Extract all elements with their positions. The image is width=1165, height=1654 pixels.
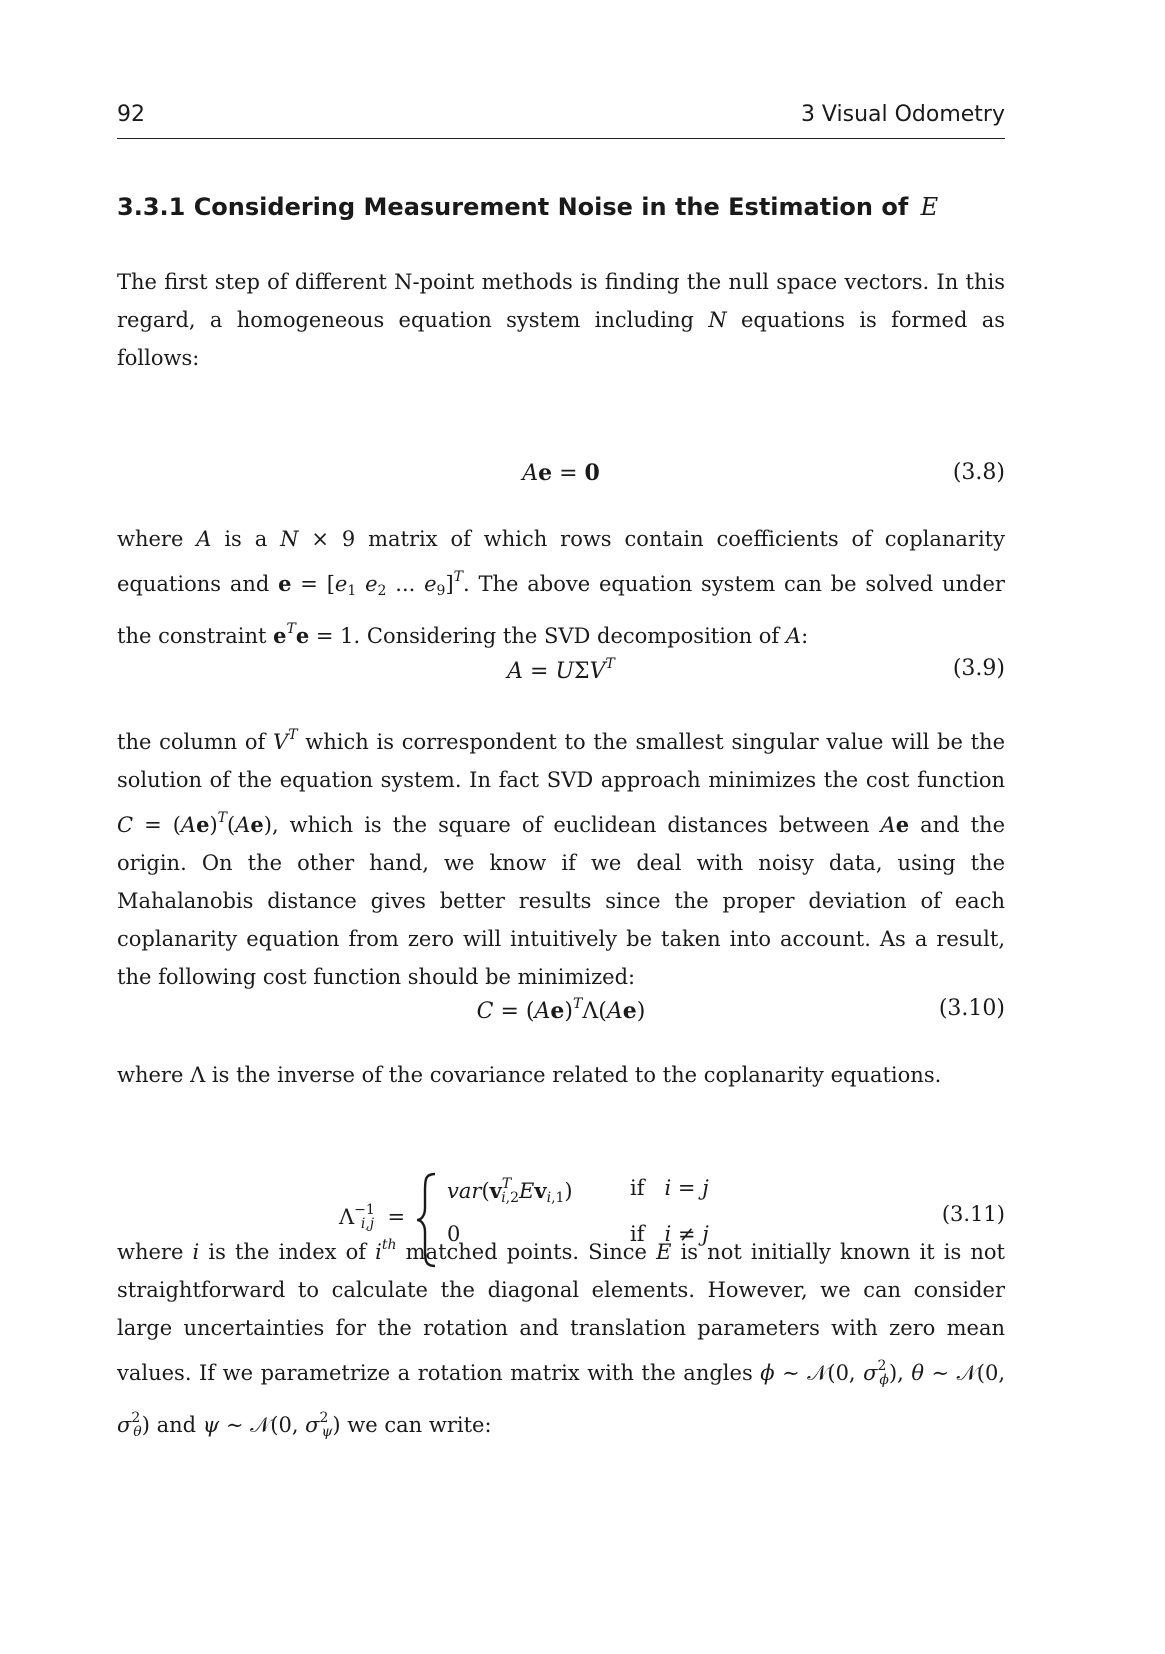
running-header <box>117 102 1005 139</box>
case-condition-equal: if i = j <box>630 1176 709 1200</box>
equation-3-8 <box>117 460 1005 500</box>
section-heading <box>117 193 938 221</box>
chapter-title: 3 Visual Odometry <box>800 102 1005 127</box>
paragraph-matrix-definition: where A is a N × 9 matrix of which rows contain coefficients of coplanarity equations and $e = [e_1$ $e_2$ ... $e_9]^T$. The above equation system can be solved under the constraint $e^Te = 1$. Considering the SVD decomposition of A: <box>117 527 1005 648</box>
equation-body: Ae = 0 <box>522 460 600 486</box>
page-number: 92 <box>117 102 145 127</box>
equation-number: (3.10) <box>938 996 1005 1021</box>
equation-body: $A = U\Sigma V^T$ <box>507 656 615 684</box>
equation-number: (3.8) <box>952 460 1005 485</box>
equation-3-10 <box>117 996 1005 1036</box>
case-row-diagonal: $var(v^T_{i,2}Ev_{i,1})$ <box>447 1176 573 1206</box>
equation-lhs: $\Lambda^{-1}_{i,j}$ = <box>339 1202 406 1232</box>
section-title-text: 3.3.1 Considering Measurement Noise in the Estimation of <box>117 193 909 221</box>
paragraph-svd-explanation: the column of $V^T$ which is correspondent to the smallest singular value will be the solution of the equation system. In fact SVD approach minimizes the cost function $C = (Ae)^T(Ae)$, which is the square of euclidean distances between Ae and the origin. On the other hand, we know if we deal with noisy data, using the Mahalanobis distance gives better results since the proper deviation of each coplanarity equation from zero will intuitively be taken into account. As a result, the following cost function should be minimized: <box>117 727 1006 989</box>
case-row-offdiagonal: 0 <box>447 1222 461 1246</box>
equation-3-9 <box>117 656 1005 696</box>
paragraph-intro: The first step of different N-point methods is finding the null space vectors. In this regard, a homogeneous equation system including N equations is formed as follows: <box>117 270 1005 370</box>
equation-number: (3.11) <box>941 1202 1005 1226</box>
equation-number: (3.9) <box>952 656 1005 681</box>
section-title-symbol: E <box>920 193 939 221</box>
paragraph-lambda-definition: where Λ is the inverse of the covariance related to the coplanarity equations. <box>117 1063 942 1087</box>
paragraph-rotation-parametrization: where i is the index of $i^{th}$ matched points. Since E is not initially known it is not straightforward to calculate the diagonal elements. However, we can consider large uncertainties for the rotation and translation parameters with zero mean values. If we parametrize a rotation matrix with the angles ϕ ∼ 𝒩(0, $\sigma^2_\phi$), θ ∼ 𝒩(0, $\sigma^2_\theta$) and ψ ∼ 𝒩(0, $\sigma^2_\psi$) we can write: <box>117 1237 1006 1440</box>
case-condition-notequal: if i ≠ j <box>630 1222 709 1246</box>
equation-body: $C = (Ae)^T\Lambda(Ae)$ <box>476 996 646 1024</box>
